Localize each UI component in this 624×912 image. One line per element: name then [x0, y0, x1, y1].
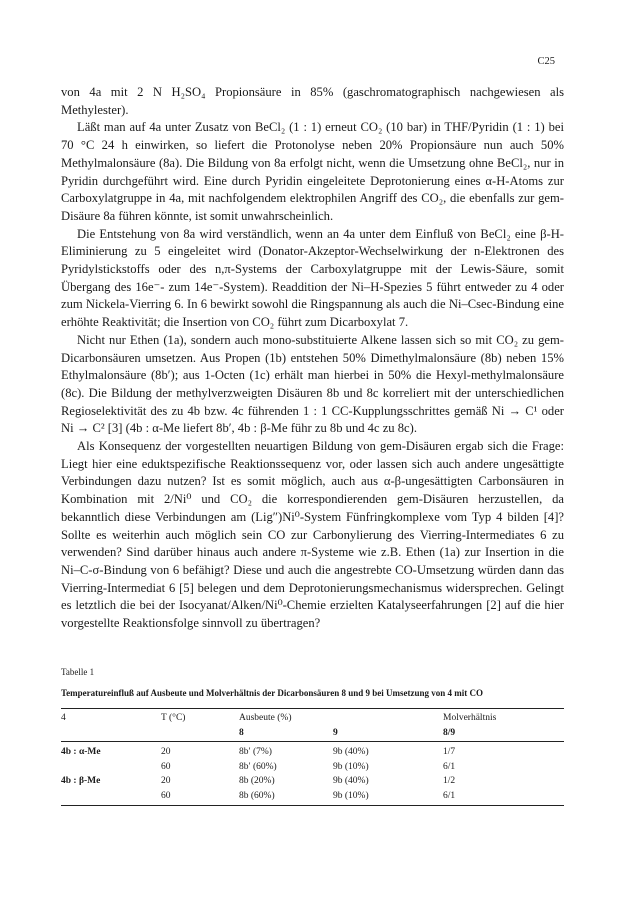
- subheader-9: 9: [333, 726, 443, 742]
- results-table: [61, 708, 564, 806]
- table-row: 60 8b (60%) 9b (10%) 6/1: [61, 789, 564, 806]
- table-row: 4b : α-Me 20 8b′ (7%) 9b (40%) 1/7: [61, 747, 456, 757]
- table-row: 60 8b′ (60%) 9b (10%) 6/1: [161, 761, 456, 772]
- subheader-ratio: 8/9: [443, 726, 564, 742]
- page-number: C25: [537, 56, 555, 67]
- paragraph-5: Als Konsequenz der vorgestellten neuartigen Bildung von gem-Disäuren ergab sich die Frage: Liegt hier eine eduktspezifische Reaktionssequenz vor, oder lassen sich auch andere ungesättigte Verbindungen dazu nutzen? Ist es somit möglich, auch aus α-β-ungesättigten Carbonsäuren in Kombination mit 2/Ni⁰ und CO₂ die korrespondierenden gem-Disäuren herzustellen, da bekanntlich diese Verbindungen am (Lig″)Ni⁰-System Fünfringkomplexe vom Typ 4 bilden [4]? Sollte es weiterhin auch möglich sein CO zur Carbonylierung des Vierring-Intermediates 6 zu verwenden? Sind darüber hinaus auch andere π-Systeme wie z.B. Ethen (1a) zur Insertion in die Ni–C-σ-Bindung von 6 befähigt? Diese und auch die angestrebte CO-Umsetzung würden dann das Vierring-Intermediat 6 [5] belegen und dem Deprotonierungsmechanismus widersprechen. Gelingt es letztlich die bei der Isocyanat/Alken/Ni⁰-Chemie erzielten Katalyseerfahrungen [2] auf die hier vorgestellte Reaktionsfolge sinnvoll zu übertragen?: [61, 439, 564, 631]
- header-complex: 4: [61, 709, 161, 726]
- paragraph-1: von 4a mit 2 N H₂SO₄ Propionsäure in 85% (gaschromatographisch nachgewiesen als Methylester).: [61, 85, 564, 117]
- table-label: Tabelle 1: [61, 667, 95, 677]
- table-header-row: [61, 709, 564, 726]
- header-temperature: T (°C): [161, 709, 239, 726]
- header-yield: Ausbeute (%): [239, 709, 333, 726]
- paragraph-3: Die Entstehung von 8a wird verständlich, wenn an 4a unter dem Einfluß von BeCl₂ eine β-H-Eliminierung zu 5 eingeleitet wird (Donator-Akzeptor-Wechselwirkung der n-Elektronen des Pyridylstickstoffs oder des n,π-Systems der Carboxylatgruppe mit der Lewis-Säure, somit Übergang des 16e⁻- zum 14e⁻-System). Readdition der Ni–H-Spezies 5 führt entweder zu 4 oder zum Nickela-Vierring 6. In 6 bewirkt sowohl die Ringspannung als auch die Ni–Csec-Bindung eine erhöhte Reaktivität; die Insertion von CO₂ führt zum Dicarboxylat 7.: [61, 226, 564, 330]
- header-molar-ratio: Molverhältnis: [443, 709, 564, 726]
- paragraph-4: Nicht nur Ethen (1a), sondern auch mono-substituierte Alkene lassen sich so mit CO₂ zu gem-Dicarbonsäuren umsetzen. Aus Propen (1b) entstehen 50% Dimethylmalonsäure (8b) neben 15% Ethylmalonsäure (8b′); aus 1-Octen (1c) erhält man hierbei in 50% die Hexyl-methylmalonsäure (8c). Die Bildung der methylverzweigten Disäuren 8b und 8c korreliert mit der unterschiedlichen Regioselektivität des zu 4b bzw. 4c führenden 1 : 1 CC-Kupplungsschrittes gemäß Ni → C¹ oder Ni → C² [3] (4b : α-Me liefert 8b′, 4b : β-Me führ zu 8b und 4c zu 8c).: [61, 332, 564, 436]
- subheader-8: 8: [239, 726, 333, 742]
- table-caption: Temperatureinfluß auf Ausbeute und Molverhältnis der Dicarbonsäuren 8 und 9 bei Umsetzung von 4 mit CO: [61, 687, 483, 698]
- table-row: 4b : β-Me 20 8b (20%) 9b (40%) 1/2: [61, 776, 456, 786]
- paragraph-2: Läßt man auf 4a unter Zusatz von BeCl₂ (1 : 1) erneut CO₂ (10 bar) in THF/Pyridin (1 : 1) bei 70 °C 24 h einwirken, so liefert die Protonolyse neben 20% Propionsäure nun auch 50% Methylmalonsäure (8a). Die Bildung von 8a erfolgt nicht, wenn die Umsetzung ohne BeCl₂, nur in Pyridin durchgeführt wird. Eine durch Pyridin eingeleitete Deprotonierung eines α-H-Atoms zur Carboxylatgruppe in 4a, mit nachfolgendem elektrophilen Angriff des CO₂, die ebenfalls zur gem-Disäure 8a führen könnte, ist somit unwahrscheinlich.: [61, 120, 564, 223]
- article-body: [61, 84, 564, 633]
- table-subheader-row: [61, 726, 564, 742]
- table-caption-block: [61, 666, 564, 700]
